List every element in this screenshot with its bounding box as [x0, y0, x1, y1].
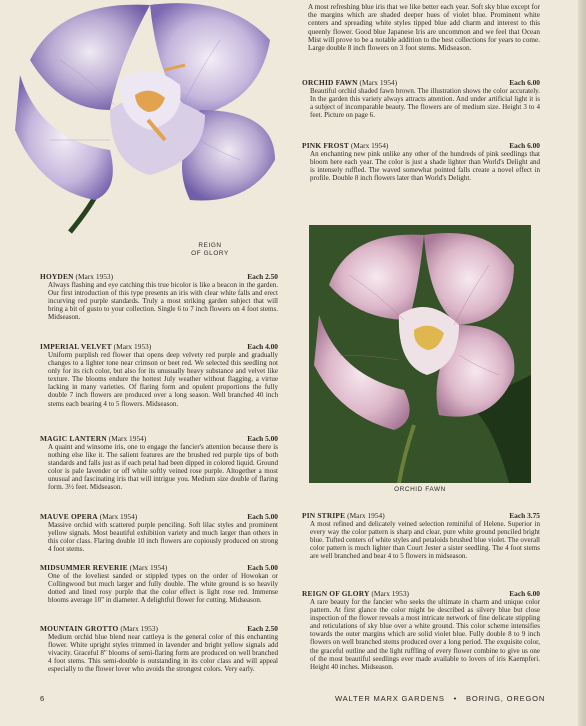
catalog-entry — [302, 78, 540, 119]
photo-caption-reign-of-glory — [180, 242, 240, 258]
entry-origin: (Marx 1954) — [359, 78, 398, 87]
photo-caption-orchid-fawn: ORCHID FAWN — [394, 486, 446, 493]
entry-origin: (Marx 1953) — [113, 342, 152, 351]
orchid-fawn-photo — [309, 225, 531, 483]
catalog-entry — [40, 434, 278, 492]
entry-title — [40, 342, 151, 351]
entry-price: Each 6.00 — [509, 589, 540, 598]
entry-description: A most refined and delicately veined selection reminiful of Helene. Superior in every way the color pattern is sharp and clear, pure white ground penciled bright blue. Tufted centers of white styles and petaloids brushed blue violet. The overall color pattern is much lighter than Court Jester a sister seedling. The 4 foot stems are well branched and bear 4 to 5 flowers in midseason. — [310, 520, 540, 561]
entry-title — [302, 511, 385, 520]
entry-title — [40, 624, 158, 633]
entry-origin: (Marx 1953) — [120, 624, 158, 633]
entry-header — [40, 342, 278, 351]
catalog-entry — [40, 624, 278, 673]
page-number: 6 — [40, 694, 46, 703]
entry-name: MAUVE OPERA — [40, 512, 98, 521]
entry-name: ORCHID FAWN — [302, 78, 358, 87]
footer-company-line — [335, 694, 545, 703]
entry-origin: (Marx 1953) — [75, 272, 114, 281]
entry-title — [40, 272, 113, 281]
entry-origin: (Marx 1954) — [129, 563, 168, 572]
page-gutter — [578, 0, 586, 726]
entry-origin: (Marx 1954) — [99, 512, 138, 521]
entry-description: Always flashing and eye catching this true bicolor is like a beacon in the garden. Our first introduction of this type presents an iris with clear white falls and erect incurving red purple standards. Truly a most striking garden subject that will bring a bit of gusto to your collection. Single 6 to 7 inch flowers on 4 foot stems. Midseason. — [48, 281, 278, 322]
entry-description: One of the loveliest sanded or stippled types on the order of Howokan or Collingwood but much larger and fully double. The white ground is so heavily dotted and lined rosy purple that the color effect is light rose red. Immense blooms average 10" in diameter. A delightful flower for cutting. Midseason. — [48, 572, 278, 605]
photo-caption-line-1: REIGN — [198, 242, 222, 249]
entry-description: A quaint and winsome iris, one to engage the fancier's attention because there is nothing else like it. The salient features are the brushed red purple tips of both standards and falls just as if each petal had been dipped in colored liquid. Ground color is pale lavender or off white softly veined rose purple. Altogether a most unusual and fascinating iris that will intrigue you. Medium size double of flaring form. 3½ feet. Midseason. — [48, 443, 278, 492]
entry-title — [302, 589, 409, 598]
intro-paragraph: A most refreshing blue iris that we like better each year. Soft sky blue except for the margins which are shaded deeper hues of violet blue. Prominent white centers and spreading white styles tipped blue add charm and interest to this queenly flower. Good blue Japanese Iris are uncommon and we feel that Ocean Mist will prove to be a notable addition to the best collections for years to come. Large double 8 inch flowers on 3 foot stems. Midseason. — [308, 3, 540, 53]
catalog-entry — [40, 272, 278, 321]
footer-location: BORING, OREGON — [466, 694, 546, 703]
entry-origin: (Marx 1954) — [108, 434, 147, 443]
entry-price: Each 4.00 — [247, 342, 278, 351]
catalog-entry — [40, 512, 278, 553]
entry-price: Each 3.75 — [509, 511, 540, 520]
catalog-entry — [302, 511, 540, 560]
entry-description: Medium orchid blue blend near cattleya is the general color of this enchanting flower. White upright styles trimmed in lavender and bright yellow signals add vivacity. Graceful 8" blooms of semi-flaring form are produced on well branched 4 foot stems. This semi-double is outstanding in its color class and will appeal especially to the flower lover who avoids the strongest colors. Very early. — [48, 633, 278, 674]
entry-header — [302, 78, 540, 87]
entry-title — [302, 141, 388, 150]
entry-name: IMPERIAL VELVET — [40, 342, 112, 351]
entry-name: MAGIC LANTERN — [40, 434, 107, 443]
entry-header — [302, 589, 540, 598]
entry-title — [40, 563, 167, 572]
entry-price: Each 2.50 — [247, 624, 278, 633]
entry-price: Each 2.50 — [247, 272, 278, 281]
entry-name: HOYDEN — [40, 272, 74, 281]
entry-description: Uniform purplish red flower that opens deep velvety red purple and gradually changes to a lighter tone near crimson or beet red. We selected this seedling not only for its rich color, but also for its unusually heavy substance and velvet like texture. The blooms endure the hottest July weather without flagging, a virtue lacking in many varieties. Of flaring form and opulent proportions the fully double 7 inch flowers are produced over a long season. Well branched 40 inch stems each bearing 4 to 5 flowers. Midseason. — [48, 351, 278, 408]
entry-description: A rare beauty for the fancier who seeks the ultimate in charm and unique color pattern. At first glance the color might be described as silvery blue but close inspection of the flower reveals a most intricate network of fine delicate stippling and reticulations of sky blue over a white ground. This color scheme intensifies towards the outer margins which are solid violet blue. Fully double 8 to 9 inch flowers on well branched stems produced over a long period. The exquisite color, the graceful outline and the light ruffling of every flower combine to give us one of the most beautiful seedlings ever made available to lovers of iris Kaempferi. Height 40 inches. Midseason. — [310, 598, 540, 671]
entry-header — [40, 563, 278, 572]
entry-origin: (Marx 1954) — [347, 511, 385, 520]
entry-name: PINK FROST — [302, 141, 349, 150]
entry-origin: (Marx 1953) — [371, 589, 409, 598]
entry-header — [302, 511, 540, 520]
entry-description: An enchanting new pink unlike any other of the hundreds of pink seedlings that bloom here each year. The color is just a shade lighter than World's Delight and is intensely ruffled. The waved somewhat pointed falls create a novel effect in profile. Double 8 inch flowers later than World's Delight. — [310, 150, 540, 183]
entry-header — [40, 624, 278, 633]
entry-price: Each 5.00 — [247, 512, 278, 521]
catalog-entry — [40, 342, 278, 408]
entry-header — [302, 141, 540, 150]
entry-price: Each 5.00 — [247, 434, 278, 443]
entry-name: MOUNTAIN GROTTO — [40, 624, 119, 633]
entry-price: Each 6.00 — [509, 78, 540, 87]
entry-description: Beautiful orchid shaded fawn brown. The illustration shows the color accurately. In the garden this variety always attracts attention. And under artificial light it is a subject of incomparable beauty. The flowers are of medium size. Height 3 to 4 feet. Picture on page 6. — [310, 87, 540, 120]
entry-title — [302, 78, 397, 87]
entry-title — [40, 434, 146, 443]
entry-name: MIDSUMMER REVERIE — [40, 563, 128, 572]
footer-company: WALTER MARX GARDENS — [335, 694, 445, 703]
photo-caption-line-2: OF GLORY — [191, 250, 229, 257]
entry-origin: (Marx 1954) — [350, 141, 389, 150]
footer-separator: • — [453, 694, 458, 703]
entry-name: PIN STRIPE — [302, 511, 346, 520]
catalog-entry — [302, 589, 540, 671]
reign-of-glory-photo — [0, 0, 300, 240]
catalog-entry — [40, 563, 278, 604]
entry-title — [40, 512, 137, 521]
entry-header — [40, 512, 278, 521]
catalog-entry — [302, 141, 540, 182]
entry-header — [40, 434, 278, 443]
entry-name: REIGN OF GLORY — [302, 589, 370, 598]
entry-description: Massive orchid with scattered purple penciling. Soft lilac styles and prominent yellow signals. Most beautiful exhibition variety and much larger than others in this color class. Flaring double 10 inch flowers are copiously produced on strong 4 foot stems. — [48, 521, 278, 554]
entry-price: Each 6.00 — [509, 141, 540, 150]
entry-price: Each 5.00 — [247, 563, 278, 572]
entry-header — [40, 272, 278, 281]
